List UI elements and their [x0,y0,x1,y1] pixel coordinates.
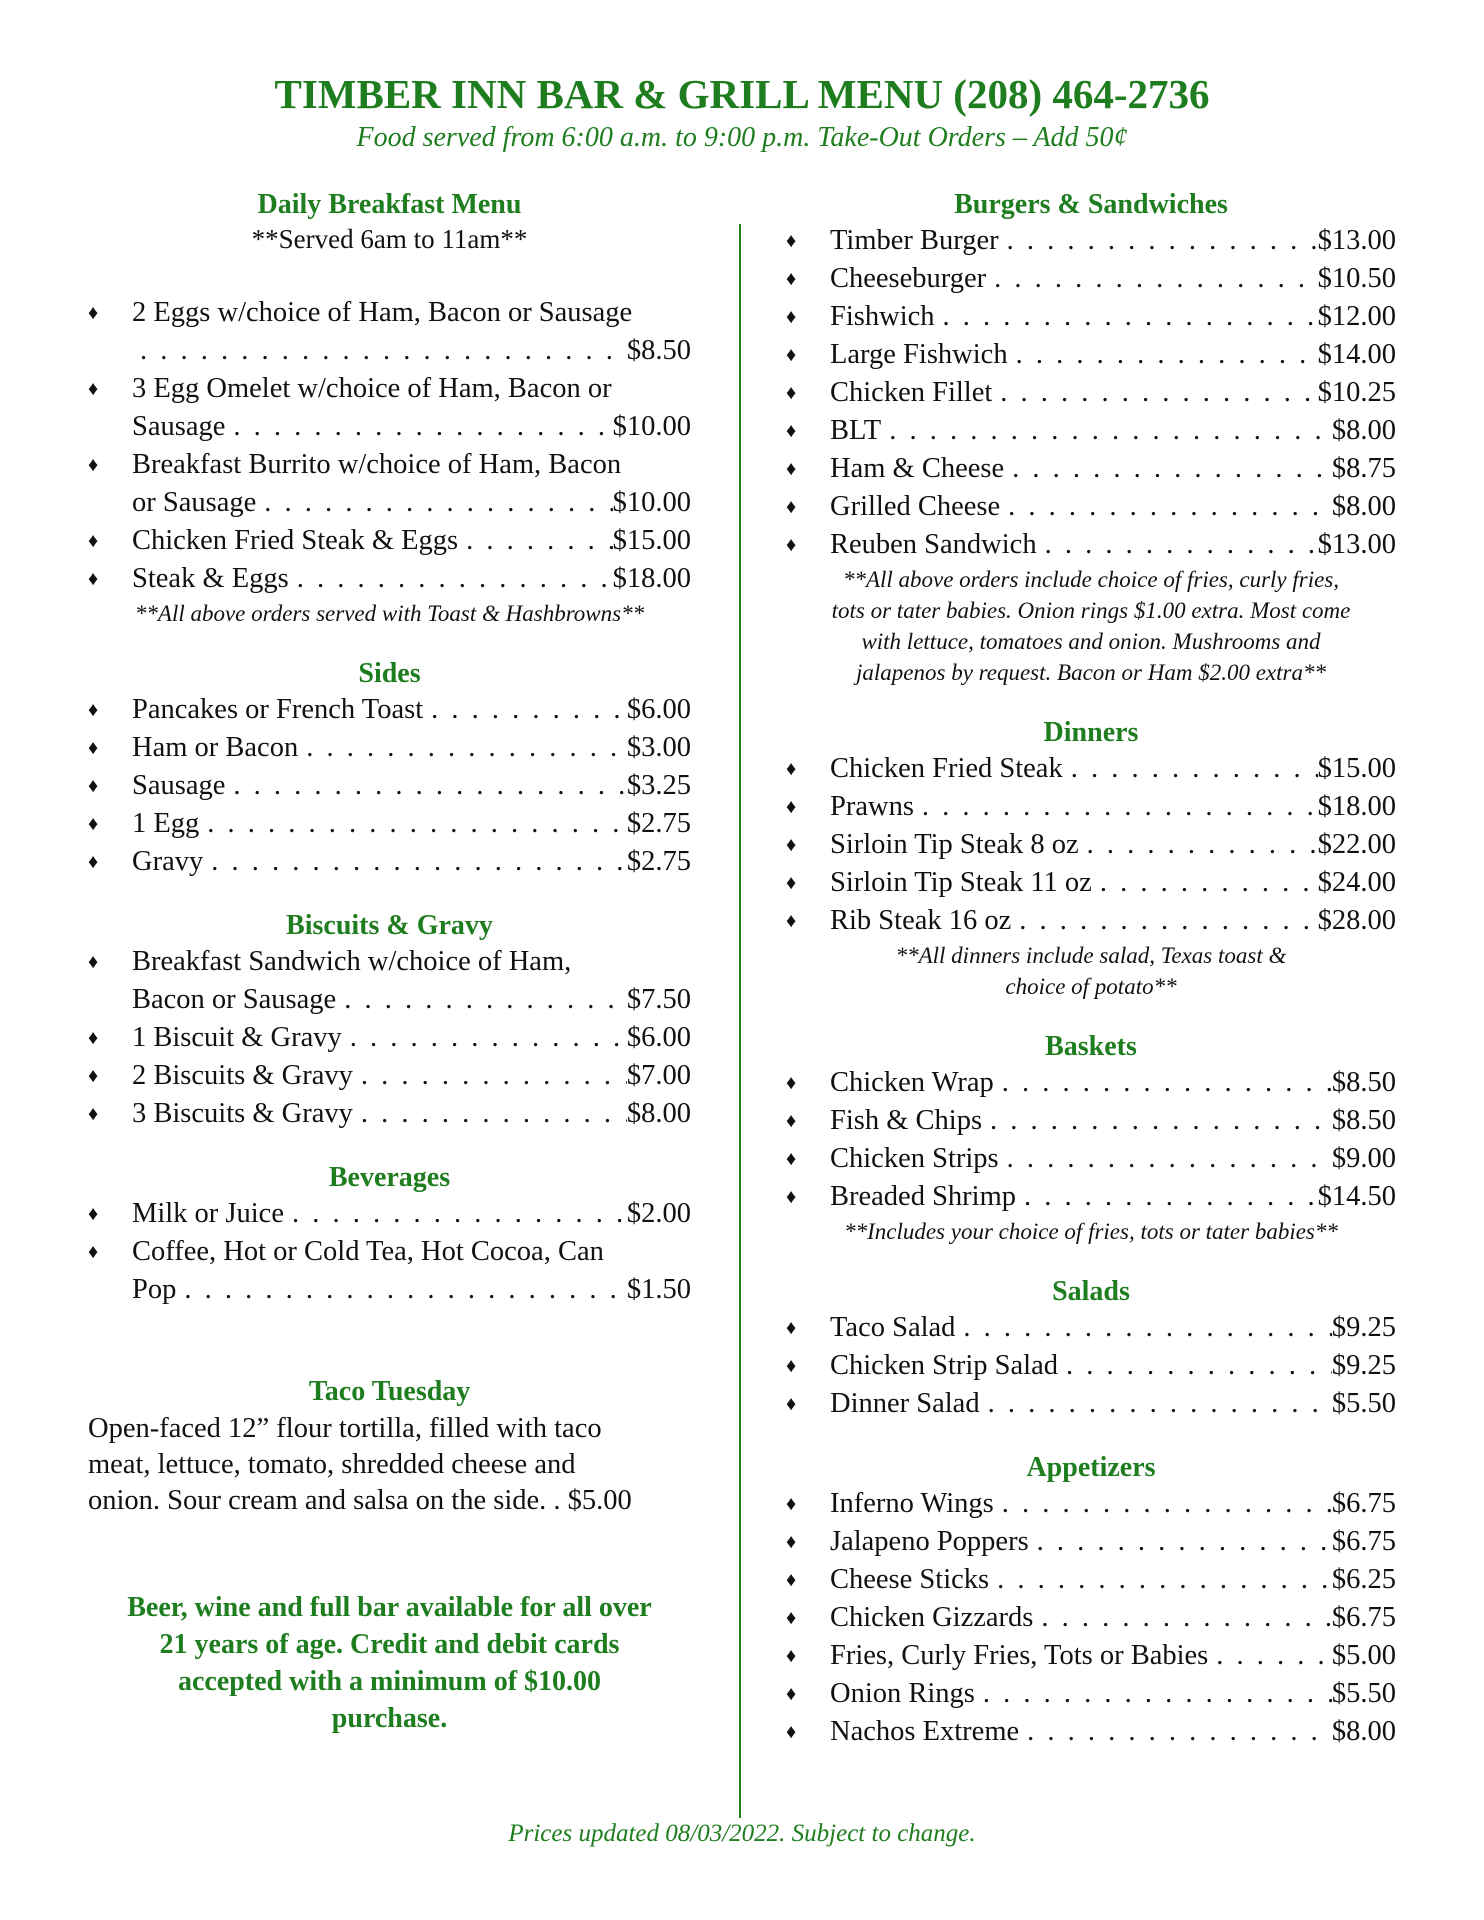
menu-item [88,805,691,843]
item-price: $22.00 [1317,829,1396,860]
taco-description-line: Open-faced 12” flour tortilla, filled with taco [88,1413,602,1444]
item-name: Sausage [132,770,226,801]
item-name: Cheeseburger [830,263,987,294]
item-price: $14.00 [1317,339,1396,370]
menu-item [786,1385,1396,1423]
section-taco-tuesday [88,1375,691,1519]
menu-item [88,1233,691,1309]
diamond-bullet-icon: ♦ [88,813,99,835]
section-sides [88,657,691,881]
item-name: Chicken Fried Steak & Eggs [132,525,459,556]
section-title: Appetizers [1026,1452,1156,1483]
diamond-bullet-icon: ♦ [786,872,797,894]
menu-item [88,943,691,1019]
item-name: Jalapeno Poppers [830,1526,1029,1557]
menu-item [88,560,691,598]
diamond-bullet-icon: ♦ [786,1493,797,1515]
item-name: Breaded Shrimp [830,1181,1017,1212]
menu-item [88,1195,691,1233]
menu-item [786,298,1396,336]
taco-description-line: onion. Sour cream and salsa on the side. . $5.00 [88,1485,632,1516]
item-name: 3 Egg Omelet w/choice of Ham, Bacon or [132,373,612,404]
diamond-bullet-icon: ♦ [786,458,797,480]
diamond-bullet-icon: ♦ [786,496,797,518]
menu-item [88,843,691,881]
item-price: $12.00 [1317,301,1396,332]
diamond-bullet-icon: ♦ [786,796,797,818]
menu-item [786,488,1396,526]
menu-item [786,1599,1396,1637]
item-price: $5.50 [1331,1388,1396,1419]
item-price: $2.75 [626,846,691,877]
left-column [88,188,691,1737]
menu-item [786,1178,1396,1216]
menu-item [786,1064,1396,1102]
item-name: 2 Biscuits & Gravy [132,1060,353,1091]
menu-item [786,1713,1396,1751]
item-name: Fishwich [830,301,935,332]
section-title: Baskets [1045,1031,1137,1062]
item-price: $10.50 [1317,263,1396,294]
menu-item [786,1102,1396,1140]
diamond-bullet-icon: ♦ [88,530,99,552]
section-title: Salads [1052,1276,1130,1307]
menu-title: TIMBER INN BAR & GRILL MENU (208) 464-2736 [274,71,1210,117]
item-price: $8.50 [626,335,691,366]
diamond-bullet-icon: ♦ [88,1241,99,1263]
section-appetizers [786,1451,1396,1751]
item-name: Reuben Sandwich [830,529,1037,560]
diamond-bullet-icon: ♦ [88,699,99,721]
menu-item [786,526,1396,564]
menu-item [88,691,691,729]
section-note: with lettuce, tomatoes and onion. Mushrooms and [861,629,1321,654]
section-title: Dinners [1043,717,1139,748]
section-burgers [786,188,1396,688]
item-name: Fish & Chips [830,1105,983,1136]
item-price: $6.00 [626,694,691,725]
item-name: Chicken Gizzards [830,1602,1034,1633]
item-price: $1.50 [626,1274,691,1305]
menu-subtitle: Food served from 6:00 a.m. to 9:00 p.m. Take-Out Orders – Add 50¢ [356,122,1128,153]
diamond-bullet-icon: ♦ [786,1607,797,1629]
item-name: 3 Biscuits & Gravy [132,1098,353,1129]
diamond-bullet-icon: ♦ [88,1203,99,1225]
item-price: $15.00 [612,525,691,556]
menu-item [786,412,1396,450]
bar-notice-line: 21 years of age. Credit and debit cards [159,1629,620,1660]
menu-item [786,374,1396,412]
menu-item [786,864,1396,902]
item-price: $8.00 [1331,415,1396,446]
diamond-bullet-icon: ♦ [786,1355,797,1377]
menu-item [786,1523,1396,1561]
menu-item [88,522,691,560]
item-price: $7.00 [626,1060,691,1091]
item-price: $6.00 [626,1022,691,1053]
item-name: Large Fishwich [830,339,1008,370]
section-title: Taco Tuesday [308,1376,471,1407]
diamond-bullet-icon: ♦ [786,1531,797,1553]
diamond-bullet-icon: ♦ [88,851,99,873]
menu-item [786,1140,1396,1178]
item-price: $10.25 [1317,377,1396,408]
bar-notice [88,1589,691,1737]
item-price: $18.00 [612,563,691,594]
menu-item [786,1675,1396,1713]
diamond-bullet-icon: ♦ [88,1027,99,1049]
diamond-bullet-icon: ♦ [88,454,99,476]
item-name: Sirloin Tip Steak 11 oz [830,867,1092,898]
section-note: **Includes your choice of fries, tots or tater babies** [844,1219,1338,1244]
item-name: Milk or Juice [132,1198,284,1229]
diamond-bullet-icon: ♦ [786,1072,797,1094]
menu-item [88,767,691,805]
menu-item [786,826,1396,864]
section-note: tots or tater babies. Onion rings $1.00 extra. Most come [831,598,1351,623]
menu-item [88,729,691,767]
diamond-bullet-icon: ♦ [88,737,99,759]
item-name: 2 Eggs w/choice of Ham, Bacon or Sausage [132,297,633,328]
item-price: $6.75 [1331,1526,1396,1557]
item-price: $6.25 [1331,1564,1396,1595]
section-title: Sides [358,658,421,689]
item-price: $3.25 [626,770,691,801]
item-price: $28.00 [1317,905,1396,936]
diamond-bullet-icon: ♦ [88,775,99,797]
item-price: $7.50 [626,984,691,1015]
menu-item [786,750,1396,788]
section-title: Burgers & Sandwiches [954,189,1228,220]
diamond-bullet-icon: ♦ [786,1683,797,1705]
item-name: Gravy [132,846,204,877]
menu-item [88,1057,691,1095]
item-name: Dinner Salad [830,1388,980,1419]
item-name: Ham & Cheese [830,453,1005,484]
section-dinners [786,716,1396,1002]
menu-item [786,1309,1396,1347]
menu-item [786,1485,1396,1523]
menu-item [786,260,1396,298]
item-name-cont: Sausage [132,411,226,442]
diamond-bullet-icon: ♦ [88,378,99,400]
diamond-bullet-icon: ♦ [786,382,797,404]
item-price: $2.75 [626,808,691,839]
item-name: Fries, Curly Fries, Tots or Babies [830,1640,1209,1671]
item-price: $15.00 [1317,753,1396,784]
item-name: Chicken Fillet [830,377,993,408]
diamond-bullet-icon: ♦ [786,1645,797,1667]
section-title: Beverages [328,1162,451,1193]
menu-item [88,370,691,446]
menu-item [786,336,1396,374]
section-salads [786,1275,1396,1423]
diamond-bullet-icon: ♦ [88,1065,99,1087]
item-name-cont: or Sausage [132,487,257,518]
item-name: 1 Egg [132,808,200,839]
item-name: Breakfast Sandwich w/choice of Ham, [132,946,572,977]
menu-item [786,1347,1396,1385]
item-price: $8.00 [1331,491,1396,522]
prices-updated-footer: Prices updated 08/03/2022. Subject to change. [508,1820,976,1847]
menu-item [786,222,1396,260]
diamond-bullet-icon: ♦ [786,268,797,290]
diamond-bullet-icon: ♦ [786,534,797,556]
diamond-bullet-icon: ♦ [88,302,99,324]
item-name: BLT [830,415,882,446]
item-name: Grilled Cheese [830,491,1001,522]
menu-item [786,788,1396,826]
section-note: choice of potato** [1005,974,1177,999]
item-price: $8.00 [1331,1716,1396,1747]
item-price: $8.50 [1331,1067,1396,1098]
item-name: Coffee, Hot or Cold Tea, Hot Cocoa, Can [132,1236,604,1267]
item-price: $9.00 [1331,1143,1396,1174]
diamond-bullet-icon: ♦ [786,1148,797,1170]
item-name: Chicken Strip Salad [830,1350,1058,1381]
item-name-cont: Bacon or Sausage [132,984,337,1015]
item-price: $5.00 [1331,1640,1396,1671]
item-name: Onion Rings [830,1678,975,1709]
diamond-bullet-icon: ♦ [786,1393,797,1415]
bar-notice-line: Beer, wine and full bar available for all over [127,1592,652,1623]
section-biscuits [88,909,691,1133]
right-column [786,188,1396,1751]
diamond-bullet-icon: ♦ [88,1103,99,1125]
menu-item [88,1095,691,1133]
section-note: **All above orders include choice of fries, curly fries, [842,567,1340,592]
item-price: $8.00 [626,1098,691,1129]
bar-notice-line: accepted with a minimum of $10.00 [177,1666,602,1697]
section-note: **All above orders served with Toast & Hashbrowns** [134,601,645,626]
item-name: Sirloin Tip Steak 8 oz [830,829,1079,860]
item-price: $14.50 [1317,1181,1396,1212]
item-name: Timber Burger [830,225,999,256]
item-price: $9.25 [1331,1350,1396,1381]
item-name: Cheese Sticks [830,1564,990,1595]
item-name: Taco Salad [830,1312,956,1343]
diamond-bullet-icon: ♦ [786,834,797,856]
diamond-bullet-icon: ♦ [786,420,797,442]
item-name: Steak & Eggs [132,563,289,594]
section-baskets [786,1030,1396,1247]
bar-notice-line: purchase. [331,1703,448,1734]
menu-header [0,70,1484,156]
taco-description-line: meat, lettuce, tomato, shredded cheese and [88,1449,576,1480]
section-note: **All dinners include salad, Texas toast & [895,943,1287,968]
item-name: Ham or Bacon [132,732,299,763]
item-name-cont: Pop [132,1274,177,1305]
menu-item [88,294,691,370]
diamond-bullet-icon: ♦ [786,230,797,252]
item-price: $2.00 [626,1198,691,1229]
section-note: jalapenos by request. Bacon or Ham $2.00 extra** [856,660,1326,685]
item-price: $10.00 [612,487,691,518]
item-price: $8.75 [1331,453,1396,484]
item-name: Prawns [830,791,914,822]
column-divider [739,224,741,1818]
item-name: Chicken Fried Steak [830,753,1063,784]
section-title: Daily Breakfast Menu [257,189,522,220]
item-name: 1 Biscuit & Gravy [132,1022,342,1053]
item-price: $6.75 [1331,1488,1396,1519]
diamond-bullet-icon: ♦ [88,951,99,973]
served-hours: **Served 6am to 11am** [251,224,528,254]
menu-item [786,1561,1396,1599]
item-price: $9.25 [1331,1312,1396,1343]
diamond-bullet-icon: ♦ [786,1721,797,1743]
menu-item [786,902,1396,940]
item-name: Rib Steak 16 oz [830,905,1012,936]
diamond-bullet-icon: ♦ [786,344,797,366]
menu-item [88,1019,691,1057]
diamond-bullet-icon: ♦ [88,568,99,590]
section-title: Biscuits & Gravy [286,910,493,941]
diamond-bullet-icon: ♦ [786,758,797,780]
diamond-bullet-icon: ♦ [786,1569,797,1591]
item-name: Nachos Extreme [830,1716,1020,1747]
item-name: Breakfast Burrito w/choice of Ham, Bacon [132,449,622,480]
item-price: $10.00 [612,411,691,442]
item-price: $13.00 [1317,225,1396,256]
section-beverages [88,1161,691,1309]
menu-item [786,450,1396,488]
item-name: Inferno Wings [830,1488,994,1519]
item-price: $8.50 [1331,1105,1396,1136]
item-name: Pancakes or French Toast [132,694,424,725]
item-price: $6.75 [1331,1602,1396,1633]
diamond-bullet-icon: ♦ [786,910,797,932]
item-price: $3.00 [626,732,691,763]
item-name: Chicken Wrap [830,1067,994,1098]
item-price: $13.00 [1317,529,1396,560]
item-price: $24.00 [1317,867,1396,898]
section-breakfast [88,188,691,629]
item-price: $18.00 [1317,791,1396,822]
diamond-bullet-icon: ♦ [786,306,797,328]
item-name: Chicken Strips [830,1143,999,1174]
menu-item [786,1637,1396,1675]
menu-item [88,446,691,522]
item-price: $5.50 [1331,1678,1396,1709]
diamond-bullet-icon: ♦ [786,1186,797,1208]
diamond-bullet-icon: ♦ [786,1110,797,1132]
diamond-bullet-icon: ♦ [786,1317,797,1339]
